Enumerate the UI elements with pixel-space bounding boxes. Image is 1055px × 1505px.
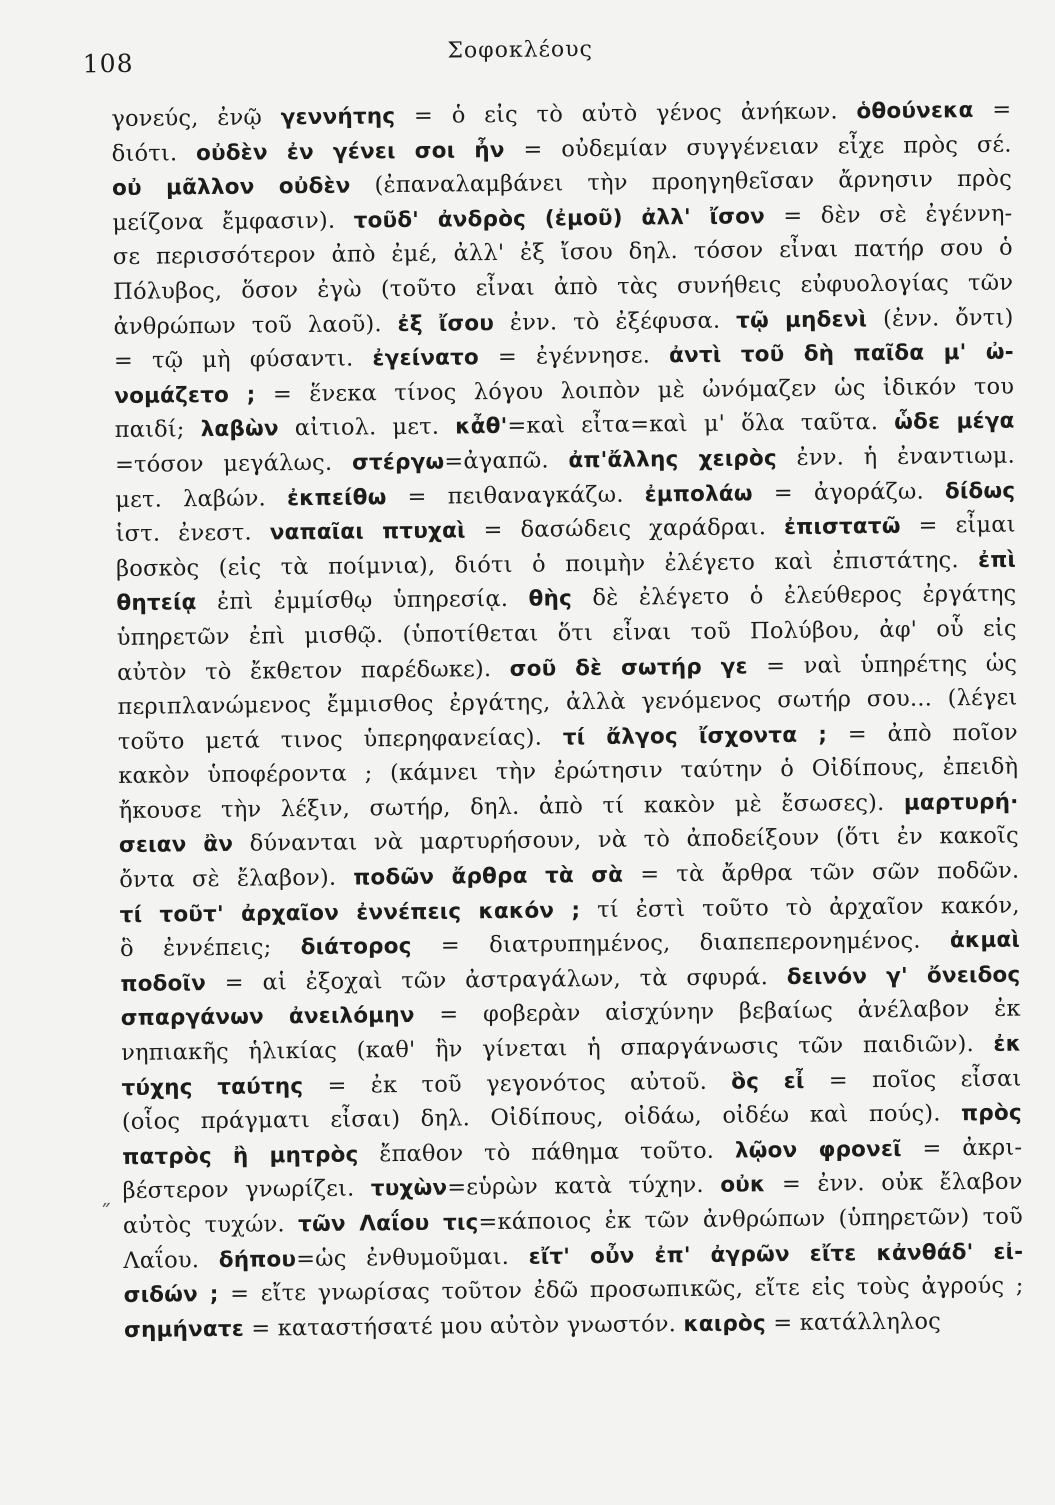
gloss-text: =εὑρὼν κατὰ τύχην. xyxy=(447,1172,721,1201)
gloss-text: = δασώδεις χαράδραι. xyxy=(465,514,785,544)
gloss-text: =κάποιος ἐκ τῶν ἀνθρώπων (ὑπηρετῶν) τοῦ xyxy=(478,1203,1024,1236)
gloss-text: τί ἐστὶ τοῦτο τὸ ἀρχαῖον κακόν, xyxy=(580,892,1020,923)
headword: ἀπ'ἄλλης χειρὸς xyxy=(568,446,777,474)
gloss-text: = εἴτε γνωρίσας τοῦτον ἐδῶ προσωπικῶς, εἴτε εἰς τοὺς ἀγρούς ; xyxy=(218,1272,1024,1308)
headword: ἐπὶ xyxy=(977,547,1017,573)
gloss-text: = καταστήσατέ μου αὐτὸν γνωστόν. xyxy=(243,1310,684,1342)
gloss-text: βέστερον γνωρίζει. xyxy=(122,1175,371,1205)
gloss-text: = οὐδεμίαν συγγένειαν εἶχε πρὸς σέ. xyxy=(504,131,1012,163)
gloss-text: ὑπηρετῶν ἐπὶ μισθῷ. (ὑποτίθεται ὅτι εἶναι τοῦ Πολύβου, ἀφ' οὗ εἰς xyxy=(116,615,1017,651)
headword: νομάζετο ; xyxy=(114,382,256,409)
headword: ἀντὶ τοῦ δὴ παῖδα μ' ὠ- xyxy=(668,339,1014,369)
gloss-text: Πόλυβος, ὅσον ἐγὼ (τοῦτο εἶναι ἀπὸ τὰς συνήθεις εὐφυολογίας τῶν xyxy=(113,269,1014,305)
gloss-text: ἐνν. τὸ ἐξέφυσα. xyxy=(493,307,737,336)
gloss-text: ἐπὶ ἐμμίσθῳ ὑπηρεσίᾳ. xyxy=(196,586,529,616)
gloss-text: βοσκὸς (εἰς τὰ ποίμνια), διότι ὁ ποιμὴν ἐλέγετο καὶ ἐπιστάτης. xyxy=(115,546,979,582)
gloss-text: = ὁ εἰς τὸ αὐτὸ γένος ἀνήκων. xyxy=(395,98,857,130)
headword: πρὸς xyxy=(960,1100,1022,1127)
headword: τῷ μηδενὶ xyxy=(735,306,868,334)
headword: σημήνατε xyxy=(123,1316,245,1343)
headword: κἆθ' xyxy=(455,414,508,440)
headword: θητείᾳ xyxy=(116,590,197,617)
gloss-text: διότι. xyxy=(111,139,197,167)
gloss-text: = τῷ μὴ φύσαντι. xyxy=(113,345,373,375)
headword: τύχης ταύτης xyxy=(121,1073,304,1101)
headword: οὐ μᾶλλον οὐδὲν xyxy=(111,173,351,202)
headword: τῶν Λαΐου τις xyxy=(297,1210,479,1238)
gloss-text: ὃ ἐννέπεις; xyxy=(119,934,301,963)
gloss-text: = φοβερὰν αἰσχύνην βεβαίως ἀνέλαβον ἐκ xyxy=(414,995,1021,1029)
gloss-text: κακὸν ὑποφέροντα ; (κάμνει τὴν ἐρώτησιν ταύτην ὁ Οἰδίπους, ἐπειδὴ xyxy=(118,753,1019,790)
gloss-text: σε περισσότερον ἀπὸ ἐμέ, ἀλλ' ἐξ ἴσου δηλ. τόσον εἶναι πατήρ σου ὁ xyxy=(112,234,1013,271)
headword: ὁθούνεκα xyxy=(856,98,974,125)
headword: δίδως xyxy=(944,478,1016,504)
gloss-text: = τὰ ἄρθρα τῶν σῶν ποδῶν. xyxy=(623,857,1020,888)
headword: τοῦδ' ἀνδρὸς (ἐμοῦ) ἀλλ' ἴσον xyxy=(353,203,766,234)
gloss-text: ἤκουσε τὴν λέξιν, σωτήρ, δηλ. ἀπὸ τί κακὸν μὲ ἔσωσες). xyxy=(118,789,905,824)
headword: σειαν ἂν xyxy=(118,832,234,859)
margin-mark: ˝ xyxy=(100,1202,111,1227)
gloss-text: =ἀγαπῶ. xyxy=(444,447,569,475)
gloss-text: = ἀκρι- xyxy=(901,1134,1023,1162)
page-number: 108 xyxy=(82,48,134,79)
headword: λῷον φρονεῖ xyxy=(734,1136,902,1164)
headword: θὴς xyxy=(528,586,573,613)
gloss-text: = κατάλληλος xyxy=(765,1308,942,1337)
gloss-text: δὲ ἐλέγετο ὁ ἐλεύθερος ἐργάτης xyxy=(571,580,1017,612)
headword: ἀκμαὶ xyxy=(949,927,1021,954)
gloss-text: νηπιακῆς ἡλικίας (καθ' ἣν γίνεται ἡ σπαργάνωσις τῶν παιδιῶν). xyxy=(121,1030,994,1067)
headword: σοῦ δὲ σωτήρ γε xyxy=(509,653,748,682)
running-head: Σοφοκλέους xyxy=(447,36,594,64)
gloss-text: = αἱ ἐξοχαὶ τῶν ἀστραγάλων, τὰ σφυρά. xyxy=(205,963,787,996)
gloss-text: αὐτὸν τὸ ἔκθετον παρέδωκε). xyxy=(117,655,510,686)
gloss-text: ἐνν. ἡ ἐναντιωμ. xyxy=(776,442,1016,472)
headword: δεινόν γ' ὄνειδος xyxy=(786,962,1021,990)
headword: οὐδὲν ἐν γένει σοι ἦν xyxy=(195,137,505,166)
gloss-text: = ποῖος εἶσαι xyxy=(804,1065,1022,1094)
headword: σιδών ; xyxy=(123,1282,219,1309)
gloss-text: = ἐγέννησε. xyxy=(478,342,670,371)
gloss-text: = ἕνεκα τίνος λόγου λοιπὸν μὲ ὠνόμαζεν ὡς ἰδικόν του xyxy=(255,373,1015,408)
gloss-text: = εἶμαι xyxy=(900,511,1016,539)
headword: ὧδε μέγα xyxy=(894,408,1015,436)
headword: δήπου xyxy=(218,1246,297,1273)
gloss-text: = πειθαναγκάζω. xyxy=(386,481,645,510)
gloss-text: = διατρυπημένος, διαπεπερονημένος. xyxy=(411,927,951,960)
headword: καιρὸς xyxy=(683,1311,767,1337)
gloss-text: =ὡς ἐνθυμοῦμαι. xyxy=(296,1243,529,1272)
gloss-text: μείζονα ἔμφασιν). xyxy=(112,207,354,236)
headword: τί ἄλγος ἴσχοντα ; xyxy=(562,722,828,751)
gloss-text: ὄντα σὲ ἔλαβον). xyxy=(119,864,354,894)
gloss-text: μετ. λαβών. xyxy=(115,484,288,513)
headword: στέργω xyxy=(351,449,445,476)
headword: σπαργάνων ἀνειλόμην xyxy=(120,1003,415,1032)
gloss-text: = ἐκ τοῦ γεγονότος αὐτοῦ. xyxy=(303,1068,732,1099)
gloss-text: περιπλανώμενος ἔμμισθος ἐργάτης, ἀλλὰ γενόμενος σωτήρ σου... (λέγει xyxy=(117,684,1018,721)
headword: μαρτυρή· xyxy=(903,789,1019,816)
gloss-text: = ἀπὸ ποῖον xyxy=(826,719,1018,748)
gloss-text: = ναὶ ὑπηρέτης ὡς xyxy=(747,650,1018,679)
gloss-text: (ἐνν. ὄντι) xyxy=(867,304,1014,332)
gloss-text: (οἷος πράγματι εἶσαι) δηλ. Οἰδίπους, οἰδάω, οἰδέω καὶ πούς). xyxy=(121,1100,962,1136)
headword: ἐξ ἴσου xyxy=(397,310,495,337)
gloss-text: δύνανται νὰ μαρτυρήσουν, νὰ τὸ ἀποδείξουν (ὅτι ἐν κακοῖς xyxy=(232,823,1020,858)
gloss-text: =καὶ εἶτα=καὶ μ' ὅλα ταῦτα. xyxy=(507,409,895,440)
headword: ἐκπείθω xyxy=(286,484,387,511)
gloss-text: γονεύς, ἐνῷ xyxy=(111,104,281,133)
headword: ἐμπολάω xyxy=(644,480,753,508)
gloss-text: ἀνθρώπων τοῦ λαοῦ). xyxy=(113,310,398,340)
gloss-text: αἰτιολ. μετ. xyxy=(278,413,456,442)
headword: ἐγείνατο xyxy=(372,345,480,372)
commentary-text xyxy=(111,93,1024,1348)
headword: τυχὼν xyxy=(370,1175,448,1202)
headword: οὐκ xyxy=(720,1172,766,1199)
headword: ἐκ xyxy=(993,1031,1022,1057)
headword: γεννήτης xyxy=(280,104,396,131)
gloss-text: τοῦτο μετά τινος ὑπερηφανείας). xyxy=(117,724,563,755)
headword: εἴτ' οὖν ἐπ' ἀγρῶν εἴτε κἀνθάδ' εἰ- xyxy=(528,1239,1024,1270)
headword: ναπαῖαι πτυχαὶ xyxy=(269,518,466,546)
gloss-text: = xyxy=(973,96,1012,124)
headword: τί τοῦτ' ἀρχαῖον ἐννέπεις κακόν ; xyxy=(119,897,581,928)
headword: ποδοῖν xyxy=(120,970,207,997)
gloss-text: αὐτὸς τυχών. xyxy=(122,1211,299,1239)
headword: ἐπιστατῶ xyxy=(783,513,901,541)
gloss-text: ἱστ. ἐνεστ. xyxy=(115,519,270,548)
headword: διάτορος xyxy=(300,934,412,961)
gloss-text: = δὲν σὲ ἐγέννη- xyxy=(764,200,1013,229)
gloss-text: =τόσον μεγάλως. xyxy=(114,449,353,478)
headword: λαβὼν xyxy=(200,416,279,443)
headword: πατρὸς ἢ μητρὸς xyxy=(122,1142,359,1170)
gloss-text: (ἐπαναλαμβάνει τὴν προηγηθεῖσαν ἄρνησιν πρὸς xyxy=(350,165,1013,199)
gloss-text: ἔπαθον τὸ πάθημα τοῦτο. xyxy=(358,1137,736,1168)
headword: ποδῶν ἄρθρα τὰ σὰ xyxy=(353,862,624,891)
gloss-text: Λαΐου. xyxy=(123,1246,219,1274)
gloss-text: = ἐνν. οὐκ ἔλαβον xyxy=(765,1168,1023,1198)
headword: ὃς εἶ xyxy=(731,1068,805,1095)
gloss-text: = ἀγοράζω. xyxy=(752,477,946,506)
gloss-text: παιδί; xyxy=(114,416,201,444)
